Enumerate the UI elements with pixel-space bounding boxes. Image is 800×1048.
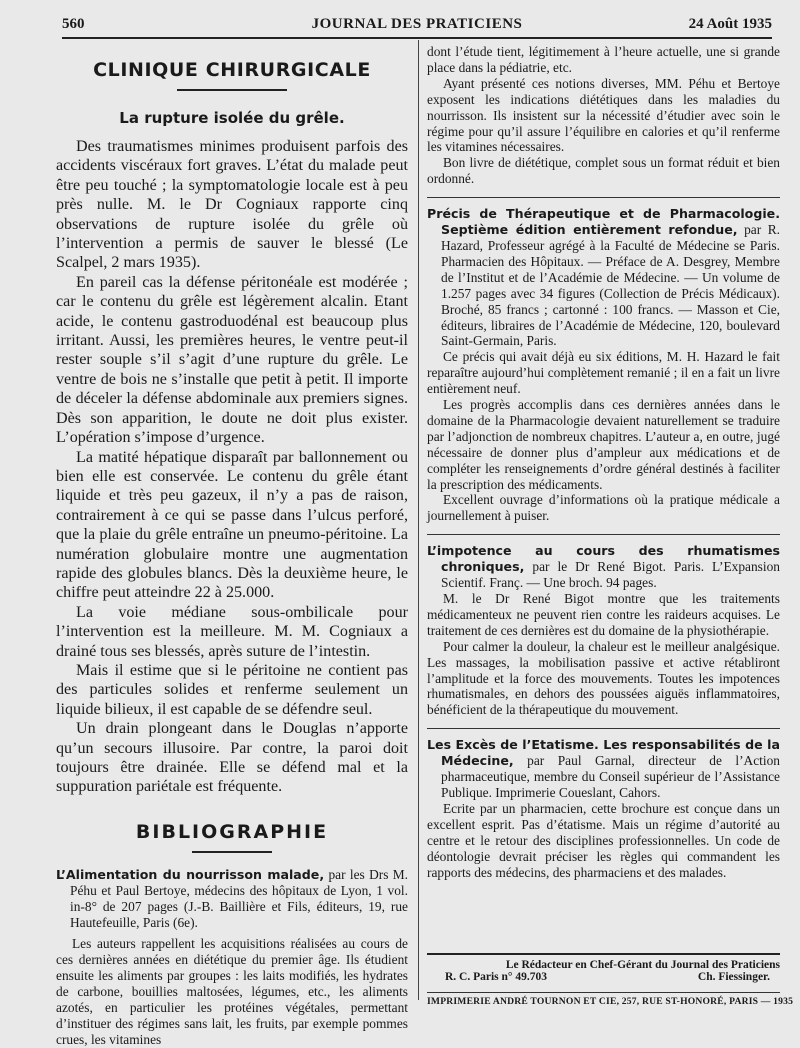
section-rule — [192, 851, 272, 853]
bib-entry-title: Les Excès de l’Etatisme. Les responsabilités de la Médecine, — [427, 737, 780, 769]
footer-editor-name: Ch. Fiessinger. — [697, 971, 770, 983]
footer-rule — [427, 992, 780, 993]
section-rule — [177, 89, 287, 91]
article-paragraph: Mais il estime que si le péritoine ne contient pas des particules solides et renferme seulement un liquide bilieux, il est capable de se défendre seul. — [56, 661, 408, 718]
left-column — [56, 55, 408, 1048]
bib-entry-text: M. le Dr René Bigot montre que les traitements médicamenteux ne peuvent rien contre les raideurs acquises. Le traitement de ces dernières est du domaine de la physiothérapie. — [427, 591, 780, 638]
bib-entry-alimentation — [56, 867, 408, 1048]
bib-entry-text: dont l’étude tient, légitimement à l’heure actuelle, une si grande place dans la pédiatrie, etc. — [427, 44, 780, 75]
footer-printer: IMPRIMERIE ANDRÉ TOURNON ET CIE, 257, RUE ST-HONORÉ, PARIS — 1935 — [427, 996, 794, 1007]
footer-editor-line: Le Rédacteur en Chef-Gérant du Journal des Praticiens — [505, 959, 780, 971]
bib-entry-heading — [427, 543, 780, 591]
article-paragraph: En pareil cas la défense péritonéale est modérée ; car le contenu du grêle est légèrement alcalin. Etant acide, le contenu gastroduodénal est beaucoup plus irritant. Aussi, les premières heures, le ventre peut-il rester souple s’il s’agit d’une rupture du grêle. Le ventre de bois ne s’installe que petit à petit. Il importe de déceler la défense abdominale aux premiers signes. Dès son apparition, le doute ne doit plus exister. L’opération s’impose d’urgence. — [56, 273, 408, 447]
section-title-bibliographie: BIBLIOGRAPHIE — [135, 820, 329, 843]
bib-entry-alimentation-cont — [427, 44, 780, 187]
bib-entry-title: L’impotence au cours des rhumatismes chroniques, — [427, 543, 780, 575]
bib-entry-title: L’Alimentation du nourrisson malade, — [56, 866, 325, 882]
article-paragraph: Des traumatismes minimes produisent parfois des accidents viscéraux fort graves. L’état du malade peut être peu touché ; la symptomatologie locale est à peu près nulle. M. le Dr Cogniaux rapporte cinq observations de rupture isolée du grêle où l’intervention a permis de sauver le blessé (Le Scalpel, 2 mars 1935). — [56, 138, 408, 272]
entry-separator — [427, 197, 780, 198]
article-paragraph: Un drain plongeant dans le Douglas n’apporte qu’un secours illusoire. Par contre, la paroi doit toujours être drainée. Elle se défend mal et la suppuration pariétale est fréquente. — [56, 720, 408, 796]
bib-entry-text: Ecrite par un pharmacien, cette brochure est conçue dans un excellent esprit. Pas d’étatisme. Mais un régime d’autorité au centre et le retour des disciplines professionnelles. Un code de déontologie devrait préciser les règles qui commandent les rapports des médecins, des pharmaciens et des malades. — [427, 800, 780, 880]
section-title-clinique: CLINIQUE CHIRURGICALE — [93, 59, 371, 81]
bib-entry-ref: par R. Hazard, Professeur agrégé à la Faculté de Médecine se Paris. Pharmacien des Hôpitaux. — Préface de A. Desgrey, Membre de l’Institut et de l’Académie de Médecine. — Un volume de 1.257 pages avec 34 figures (Collection de Précis Médicaux). Broché, 85 francs ; cartonné : 100 francs. — Masson et Cie, éditeurs, libraires de l’Académie de Médecine, 120, boulevard Saint-Germain, Paris. — [441, 222, 780, 349]
article-body — [56, 137, 408, 797]
bib-entry-heading — [56, 867, 408, 931]
page-footer — [427, 953, 794, 1007]
bib-entry-ref: par le Dr René Bigot. Paris. L’Expansion Scientif. Franç. — Une broch. 94 pages. — [441, 559, 780, 591]
bib-entry-ref: par Paul Garnal, directeur de l’Action pharmaceutique, membre du Conseil supérieur de l’Assistance Publique. Imprimerie Coueslant, Cahors. — [441, 753, 780, 800]
bib-entry-ref: par les Drs M. Péhu et Paul Bertoye, médecins des hôpitaux de Lyon, 1 vol. in-8° de 207 pages (J.-B. Baillière et Fils, éditeurs, 19, rue Hautefeuille, Paris (6e). — [70, 866, 408, 930]
bib-entry-impotence — [427, 543, 780, 718]
column-divider — [418, 40, 419, 1000]
article-paragraph: La voie médiane sous-ombilicale pour l’intervention est la meilleure. M. M. Cogniaux a drainé tous ses blessés, après suture de l’intestin. — [56, 603, 408, 660]
entry-separator — [427, 534, 780, 535]
bib-entry-text: Bon livre de diététique, complet sous un format réduit et bien ordonné. — [427, 155, 780, 187]
footer-registry: R. C. Paris n° 49.703 — [445, 971, 548, 983]
bib-entry-text: Ce précis qui avait déjà eu six éditions, M. H. Hazard le fait reparaître aujourd’hui complètement remanié ; il en a fait un livre entièrement neuf. — [427, 349, 780, 397]
right-column — [427, 44, 780, 890]
journal-title: JOURNAL DES PRATICIENS — [311, 16, 523, 32]
bib-entry-text: Excellent ouvrage d’informations où la pratique médicale a journellement à puiser. — [427, 492, 780, 524]
bib-entry-text: Ayant présenté ces notions diverses, MM. Péhu et Bertoye exposent les indications diététiques dans les maladies du nourrisson. Ils insistent sur la nécessité d’étudier avec soin le régime pour qu’il assure l’équilibre en calories et qu’il renferme les vitamines nécessaires. — [427, 75, 780, 155]
bib-entry-precis — [427, 206, 780, 524]
bib-entry-heading — [427, 206, 780, 349]
bib-entry-text: Les progrès accomplis dans ces dernières années dans le domaine de la Pharmacologie devaient naturellement se traduire par l’adjonction de nombreux chapitres. L’auteur a, en outre, jugé nécessaire de donner plus d’ampleur aux médications et de compléter les renseignements d’ordre général destinés à faciliter la prescription des médicaments. — [427, 397, 780, 492]
bib-entry-heading — [427, 737, 780, 801]
bib-entry-text: Pour calmer la douleur, la chaleur est le meilleur analgésique. Les massages, la mobilisation passive et active rétabliront l’amplitude et la force des mouvements. Toutes les impotences rhumatismales, en dehors des poussées aiguës inflammatoires, bénéficient de la thérapeutique du mouvement. — [427, 638, 780, 718]
issue-date: 24 Août 1935 — [688, 16, 772, 32]
page-number: 560 — [62, 16, 85, 32]
article-paragraph: La matité hépatique disparaît par ballonnement ou bien elle est conservée. Le contenu du grêle étant liquide et très peu gazeux, il n’y a pas de raison, contrairement à ce qui se passe dans l’ulcus perforé, que la plaie du grêle entraîne un pneumo-péritoine. La numération globulaire montre une augmentation rapide des globules blancs. Dès la deuxième heure, le chiffre peut atteindre 22 à 25.000. — [56, 448, 408, 602]
article-title: La rupture isolée du grêle. — [119, 109, 345, 127]
page-header — [62, 16, 772, 38]
footer-registry-line — [427, 971, 780, 986]
header-rule — [62, 37, 772, 39]
bib-entry-etatisme — [427, 737, 780, 880]
entry-separator — [427, 728, 780, 729]
footer-rule — [427, 953, 780, 955]
bib-entry-title: Précis de Thérapeutique et de Pharmacologie. Septième édition entièrement refondue, — [427, 206, 780, 238]
bib-entry-text: Les auteurs rappellent les acquisitions réalisées au cours de ces dernières années en diététique du premier âge. Ils étudient ensuite les aliments par groupes : les laits modifiés, les hydrates de carbone, bouillies maltosées, légumes, etc., les aliments azotés, en particulier les protéines végétales, permettant d’instituer des régimes sans lait, les fruits, par exemple pommes crues, les vitamines — [56, 936, 408, 1047]
